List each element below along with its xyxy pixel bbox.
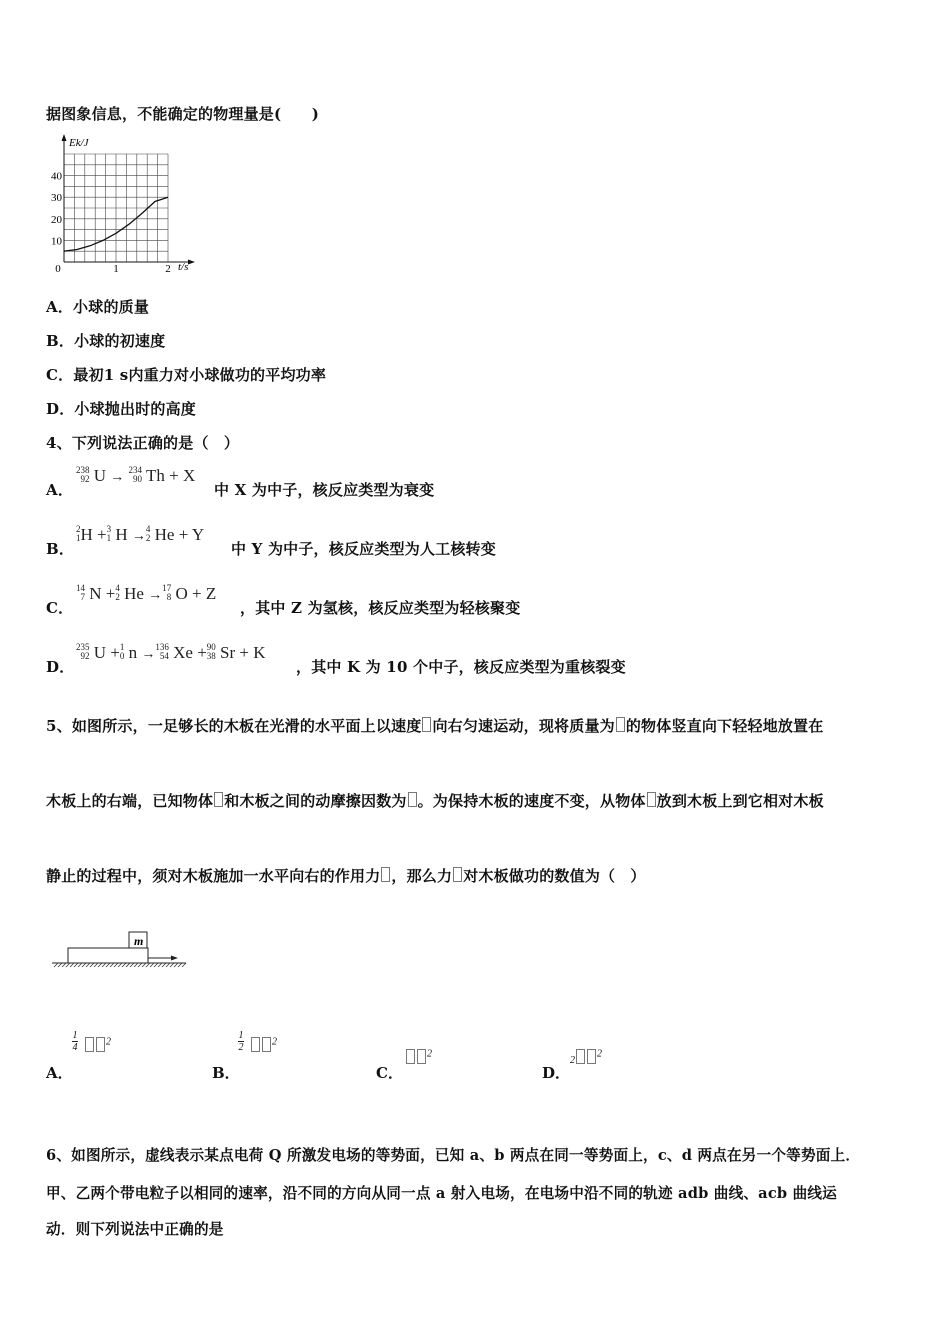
ek-t-graph [42,132,202,274]
y-tick-label: 20 [51,213,62,226]
q4-option-b-text: 中 Y 为中子，核反应类型为人工核转变 [231,540,496,558]
q4-option-b-letter: B． [46,540,75,558]
q4-option-d-equation: 235 92 U + 1 0 n → 136 54 Xe + 90 38 Sr + K [76,642,266,662]
hatch-line [82,963,86,967]
hatch-line [170,963,174,967]
ground-hatch [54,963,186,967]
q5-line-3: 静止的过程中，须对木板施加一水平向右的作用力 ，那么力 对木板做功的数值为（ ） [46,867,646,885]
q5-option-c-expression: 2 [405,1048,432,1067]
q5-option-b-fraction: 1 2 [238,1030,244,1053]
q4-option-c-letter: C． [46,599,74,617]
q4-option-c-equation: 14 7 N + 4 2 He → 17 8 O + Z [76,583,217,603]
q4-option-c-text: ，其中 Z 为氢核，核反应类型为轻核聚变 [240,599,521,617]
hatch-line [54,963,58,967]
placeholder-glyph [453,867,462,882]
hatch-line [86,963,90,967]
hatch-line [138,963,142,967]
hatch-line [134,963,138,967]
block-label: m [134,934,144,948]
y-tick-label: 30 [51,192,62,205]
placeholder-glyph [381,867,390,882]
hatch-line [154,963,158,967]
x-axis-arrow [188,260,195,265]
board [68,948,148,963]
hatch-line [122,963,126,967]
hatch-line [174,963,178,967]
q4-option-a-equation: 238 92 U → 234 90 Th + X [76,465,196,485]
hatch-line [142,963,146,967]
placeholder-glyph [214,792,223,807]
hatch-line [70,963,74,967]
hatch-line [66,963,70,967]
hatch-line [58,963,62,967]
hatch-line [158,963,162,967]
hatch-line [110,963,114,967]
q5-option-b-expression: 2 [250,1036,277,1055]
hatch-line [62,963,66,967]
q6-line-1: 6、如图所示，虚线表示某点电荷 Q 所激发电场的等势面，已知 a、b 两点在同一等势面上，c、d 两点在另一个等势面上． [46,1147,861,1164]
q5-option-a-expression: 2 [84,1036,111,1055]
q4-stem: 4、下列说法正确的是（ ） [46,434,240,452]
hatch-line [98,963,102,967]
q4-option-a-letter: A． [46,481,74,499]
hatch-line [166,963,170,967]
q3-stem: 据图象信息，不能确定的物理量是( ) [46,105,319,123]
q4-option-d-letter: D． [46,658,75,676]
placeholder-glyph [408,792,417,807]
q5-option-d-expression: $2^2$ [570,1048,602,1066]
y-tick-label: 40 [51,170,62,183]
velocity-arrowhead [171,956,178,961]
q5-option-a-fraction: 1 4 [72,1030,78,1053]
hatch-line [94,963,98,967]
q6-line-3: 动．则下列说法中正确的是 [46,1221,224,1238]
q5-option-b: B． [212,1064,240,1082]
board-block-figure [50,928,190,974]
y-axis-arrow [62,134,67,141]
hatch-line [162,963,166,967]
q5-option-a: A． [46,1064,73,1082]
hatch-line [106,963,110,967]
q5-option-c: C． [376,1064,403,1082]
q5-line-2: 木板上的右端，已知物体 和木板之间的动摩擦因数为 。为保持木板的速度不变，从物体 放到木板上到它相对木板 [46,792,824,810]
placeholder-glyph [647,792,656,807]
hatch-line [178,963,182,967]
x-axis-label: t/s [178,261,189,273]
q6-line-2: 甲、乙两个带电粒子以相同的速率，沿不同的方向从同一点 a 射入电场，在电场中沿不同的轨迹 adb 曲线、acb 曲线运 [46,1185,837,1202]
hatch-line [102,963,106,967]
q4-option-a-text: 中 X 为中子，核反应类型为衰变 [214,481,435,499]
y-axis-label: Ek/J [69,137,89,149]
hatch-line [146,963,150,967]
q3-option-d: D．小球抛出时的高度 [46,400,197,418]
q3-option-a: A．小球的质量 [46,298,150,316]
q3-option-b: B．小球的初速度 [46,332,166,350]
x-tick-label: 2 [165,263,171,274]
hatch-line [130,963,134,967]
hatch-line [78,963,82,967]
x-tick-label: 0 [55,263,61,274]
hatch-line [114,963,118,967]
q5-option-d: D． [542,1064,571,1082]
y-tick-label: 10 [51,235,62,248]
placeholder-glyph [422,717,431,732]
graph-grid [64,154,168,262]
q4-option-b-equation: 2 1 H + 3 1 H → 4 2 He + Y [76,524,205,544]
hatch-line [118,963,122,967]
hatch-line [182,963,186,967]
hatch-line [74,963,78,967]
q4-option-d-text: ，其中 K 为 10 个中子，核反应类型为重核裂变 [296,658,626,676]
hatch-line [150,963,154,967]
x-tick-label: 1 [113,263,119,274]
hatch-line [90,963,94,967]
q3-option-c: C．最初1 s内重力对小球做功的平均功率 [46,366,327,384]
placeholder-glyph [616,717,625,732]
q5-line-1: 5、如图所示，一足够长的木板在光滑的水平面上以速度 向右匀速运动，现将质量为 的物体竖直向下轻轻地放置在 [46,717,824,735]
hatch-line [126,963,130,967]
